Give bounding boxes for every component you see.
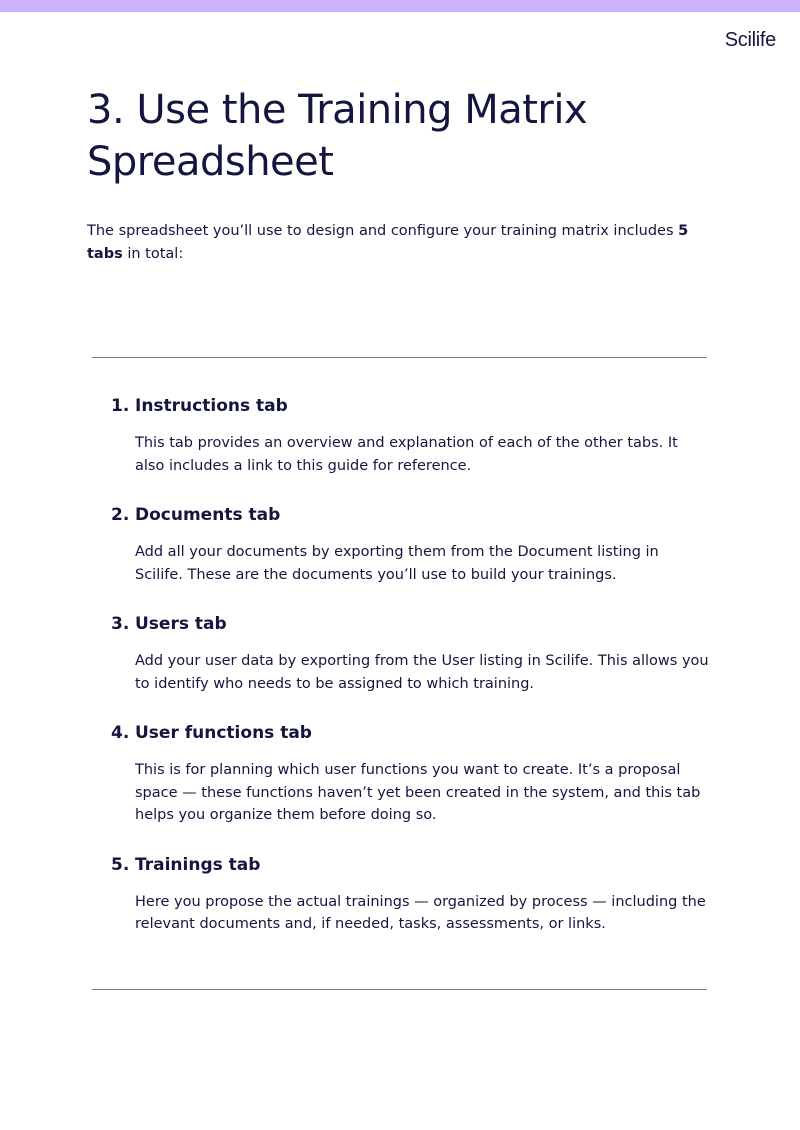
list-item-heading: User functions tab bbox=[135, 723, 312, 743]
list-item bbox=[0, 503, 800, 586]
list-item-description: Add all your documents by exporting them from the Document listing in Scilife. These are the documents you’ll use to build your trainings. bbox=[135, 544, 659, 583]
bottom-divider bbox=[92, 989, 707, 990]
list-item-number: 1. bbox=[111, 396, 130, 416]
list-item bbox=[0, 612, 800, 695]
list-item-description: This is for planning which user functions you want to create. It’s a proposal space — these functions haven’t yet been created in the system, and this tab helps you organize them before doing so. bbox=[135, 762, 701, 823]
list-item-number: 5. bbox=[111, 854, 130, 875]
list-item bbox=[0, 721, 800, 827]
list-item bbox=[0, 853, 800, 936]
top-accent-bar bbox=[0, 0, 800, 12]
intro-text-end: in total: bbox=[122, 246, 184, 262]
tab-list bbox=[0, 394, 800, 962]
list-item-number: 3. bbox=[111, 614, 130, 634]
list-item-description: Add your user data by exporting from the User listing in Scilife. This allows you to identify who needs to be assigned to which training. bbox=[135, 653, 709, 692]
intro-paragraph bbox=[87, 220, 717, 266]
list-item-heading: Trainings tab bbox=[135, 854, 261, 875]
list-item-heading: Users tab bbox=[135, 614, 227, 634]
page-title: 3. Use the Training Matrix Spreadsheet bbox=[87, 87, 588, 185]
intro-text-start: The spreadsheet you’ll use to design and configure your training matrix includes bbox=[87, 223, 679, 239]
top-divider bbox=[92, 357, 707, 358]
list-item-number: 4. bbox=[111, 723, 130, 743]
scilife-logo: Scilife bbox=[724, 29, 776, 51]
intro-bold-count: 5 tabs bbox=[87, 223, 689, 262]
list-item-number: 2. bbox=[111, 505, 130, 525]
list-item-heading: Documents tab bbox=[135, 505, 281, 525]
list-item-description: This tab provides an overview and explanation of each of the other tabs. It also includes a link to this guide for reference. bbox=[135, 435, 678, 474]
list-item bbox=[0, 394, 800, 477]
list-item-description: Here you propose the actual trainings — organized by process — including the relevant documents and, if needed, tasks, assessments, or links. bbox=[135, 893, 706, 932]
list-item-heading: Instructions tab bbox=[135, 396, 288, 416]
